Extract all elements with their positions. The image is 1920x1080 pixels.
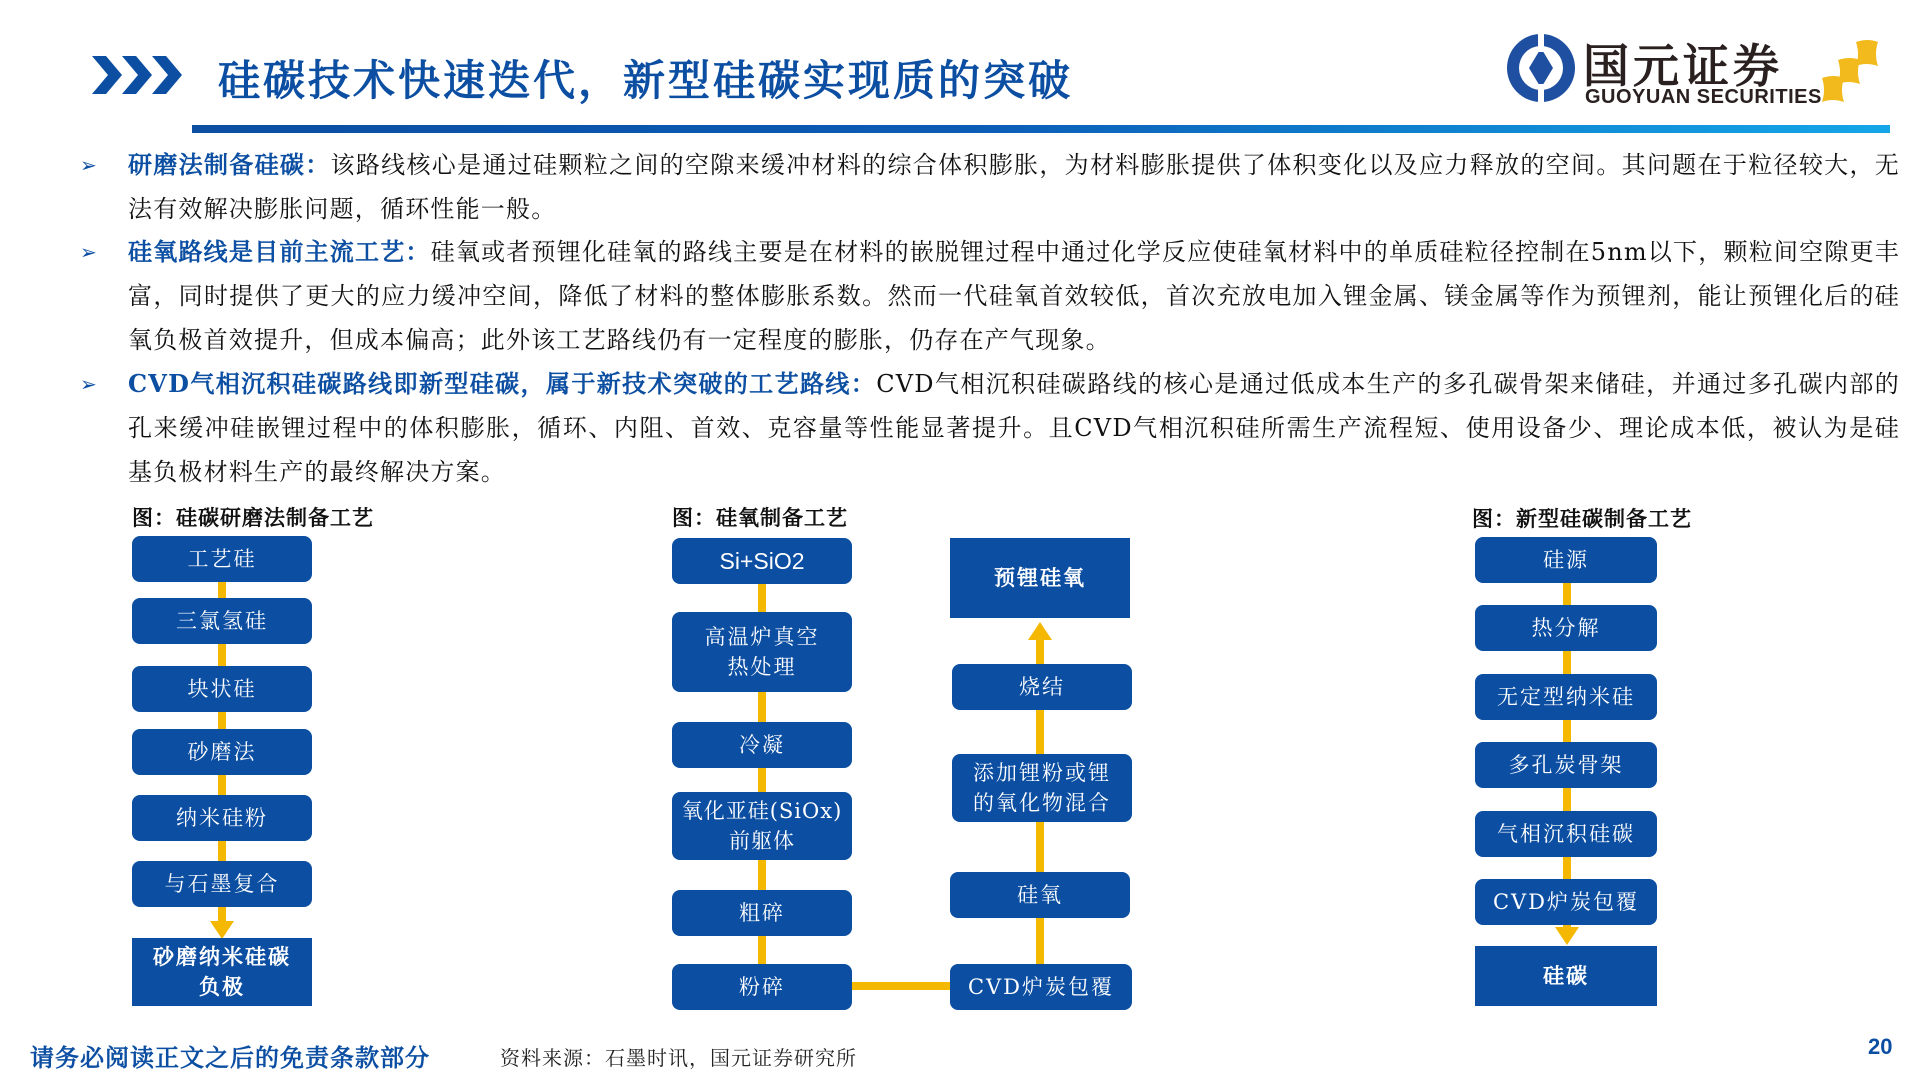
flow-step: 高温炉真空热处理 bbox=[672, 612, 852, 692]
disclaimer-link[interactable]: 请务必阅读正文之后的免责条款部分 bbox=[30, 1043, 430, 1072]
arrow-up-icon bbox=[1028, 622, 1052, 640]
arrow-down-icon bbox=[1555, 927, 1579, 945]
bullet-lead: 研磨法制备硅碳： bbox=[128, 150, 331, 179]
flow-step: 三氯氢硅 bbox=[132, 598, 312, 644]
flow-step: 粗碎 bbox=[672, 890, 852, 936]
arrow-down-icon bbox=[210, 921, 234, 939]
flow-result: 预锂硅氧 bbox=[950, 538, 1130, 618]
page-title: 硅碳技术快速迭代，新型硅碳实现质的突破 bbox=[218, 56, 1074, 105]
flow-step-label: Si+SiO2 bbox=[719, 548, 805, 574]
connector-line bbox=[758, 582, 766, 616]
flow-step bbox=[672, 538, 852, 584]
flow-step: 纳米硅粉 bbox=[132, 795, 312, 841]
connector-line bbox=[1036, 706, 1044, 756]
flow-step: 烧结 bbox=[952, 664, 1132, 710]
logo-name-en: GUOYUAN SECURITIES bbox=[1585, 86, 1822, 108]
flow-step: 工艺硅 bbox=[132, 536, 312, 582]
figure-title-grinding: 图：硅碳研磨法制备工艺 bbox=[132, 505, 374, 530]
bullet-text: CVD气相沉积硅碳路线的核心是通过低成本生产的多孔碳骨架来储硅，并通过多孔碳内部的孔来缓冲硅嵌锂过程中的体积膨胀，循环、内阻、首效、克容量等性能显著提升。且CVD气相沉积硅所需生产流程短、使用设备少、理论成本低，被认为是硅基负极材料生产的最终解决方案。 bbox=[128, 370, 1900, 486]
flow-step: 热分解 bbox=[1475, 605, 1657, 651]
flow-result: 硅碳 bbox=[1475, 946, 1657, 1006]
flow-step: 添加锂粉或锂的氧化物混合 bbox=[952, 754, 1132, 822]
flow-step: 无定型纳米硅 bbox=[1475, 674, 1657, 720]
connector-line bbox=[1036, 820, 1044, 880]
chevrons-icon bbox=[92, 54, 192, 96]
flow-step: CVD炉炭包覆 bbox=[950, 964, 1132, 1010]
bullet-lead: CVD气相沉积硅碳路线即新型硅碳，属于新技术突破的工艺路线： bbox=[128, 369, 877, 398]
bullet-text: 该路线核心是通过硅颗粒之间的空隙来缓冲材料的综合体积膨胀，为材料膨胀提供了体积变化以及应力释放的空间。其问题在于粒径较大，无法有效解决膨胀问题，循环性能一般。 bbox=[128, 151, 1900, 223]
bullet-cvd bbox=[80, 362, 1900, 494]
header-divider-bar bbox=[192, 125, 1890, 133]
flow-result: 砂磨纳米硅碳负极 bbox=[132, 938, 312, 1006]
arrow-bullet-icon: ➢ bbox=[80, 240, 98, 264]
bullet-grinding bbox=[80, 143, 1900, 231]
flow-step: 与石墨复合 bbox=[132, 861, 312, 907]
figure-title-siox: 图：硅氧制备工艺 bbox=[672, 505, 848, 530]
connector-line bbox=[850, 982, 954, 990]
flow-step: CVD炉炭包覆 bbox=[1475, 879, 1657, 925]
arrow-bullet-icon: ➢ bbox=[80, 372, 98, 396]
bullet-lead: 硅氧路线是目前主流工艺： bbox=[128, 237, 431, 266]
flow-step: 硅氧 bbox=[950, 872, 1130, 918]
flow-step: 氧化亚硅(SiOx)前躯体 bbox=[672, 792, 852, 860]
flow-step: 粉碎 bbox=[672, 964, 852, 1010]
connector-line bbox=[758, 856, 766, 892]
figure-title-new-type: 图：新型硅碳制备工艺 bbox=[1472, 506, 1692, 531]
bullet-text: 硅氧或者预锂化硅氧的路线主要是在材料的嵌脱锂过程中通过化学反应使硅氧材料中的单质硅粒径控制在5nm以下，颗粒间空隙更丰富，同时提供了更大的应力缓冲空间，降低了材料的整体膨胀系数。然而一代硅氧首效较低，首次充放电加入锂金属、镁金属等作为预锂剂，能让预锂化后的硅氧负极首效提升，但成本偏高；此外该工艺路线仍有一定程度的膨胀，仍存在产气现象。 bbox=[128, 238, 1901, 354]
flow-step: 冷凝 bbox=[672, 722, 852, 768]
flow-step: 硅源 bbox=[1475, 537, 1657, 583]
connector-line bbox=[758, 690, 766, 726]
guoyuan-emblem-icon bbox=[1505, 32, 1577, 104]
source-note: 资料来源：石墨时讯，国元证券研究所 bbox=[500, 1046, 857, 1070]
flow-step: 气相沉积硅碳 bbox=[1475, 811, 1657, 857]
bullet-siox bbox=[80, 230, 1900, 362]
gold-diamonds-icon bbox=[1820, 38, 1886, 104]
logo-name-cn: 国元证券 bbox=[1583, 39, 1783, 93]
flow-step: 块状硅 bbox=[132, 666, 312, 712]
arrow-bullet-icon: ➢ bbox=[80, 153, 98, 177]
flow-step: 砂磨法 bbox=[132, 729, 312, 775]
page-number: 20 bbox=[1868, 1034, 1893, 1059]
flow-step: 多孔炭骨架 bbox=[1475, 742, 1657, 788]
